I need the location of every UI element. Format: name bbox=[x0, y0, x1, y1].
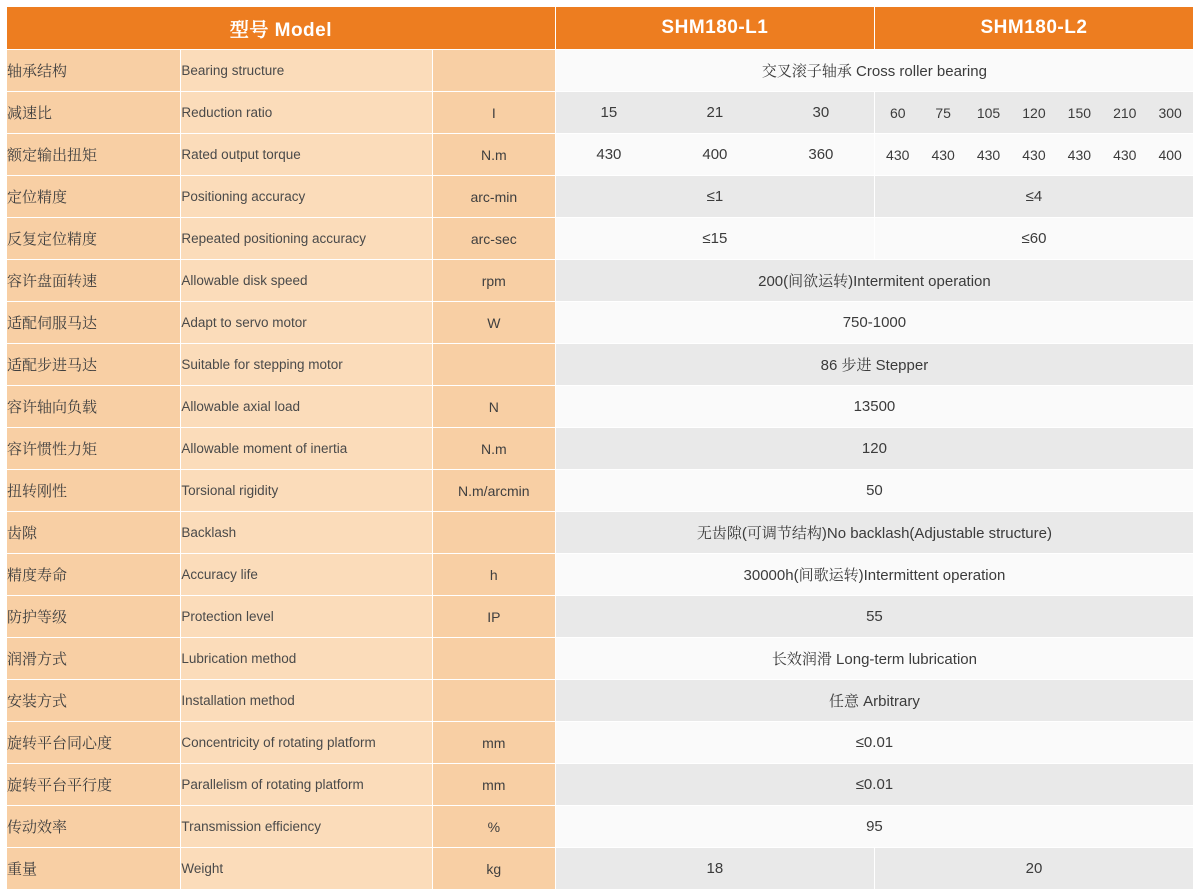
table-row bbox=[7, 50, 1194, 92]
row-value-l2-item: 430 bbox=[886, 146, 910, 163]
row-value-l1-item: 30 bbox=[812, 104, 830, 121]
row-value-shared: 200(间欲运转)Intermitent operation bbox=[555, 260, 1193, 302]
row-value-l1 bbox=[555, 92, 874, 134]
row-value-shared: ≤0.01 bbox=[555, 764, 1193, 806]
row-value-shared: 55 bbox=[555, 596, 1193, 638]
row-value-l2-item: 400 bbox=[1158, 146, 1182, 163]
row-value-l1-item: 430 bbox=[596, 146, 622, 163]
row-unit: % bbox=[432, 806, 555, 848]
table-row bbox=[7, 806, 1194, 848]
row-value-l2-list bbox=[875, 105, 1193, 121]
table-body bbox=[7, 50, 1194, 890]
row-value-shared: 交叉滚子轴承 Cross roller bearing bbox=[555, 50, 1193, 92]
row-label-cn: 润滑方式 bbox=[7, 638, 181, 680]
row-value-shared: 30000h(间歌运转)Intermittent operation bbox=[555, 554, 1193, 596]
row-unit: rpm bbox=[432, 260, 555, 302]
row-value-l2-item: 75 bbox=[935, 104, 951, 121]
row-value-l2-list bbox=[875, 147, 1193, 163]
row-value-l2-item: 210 bbox=[1113, 104, 1137, 121]
row-label-cn: 安装方式 bbox=[7, 680, 181, 722]
row-value-l2: ≤4 bbox=[874, 176, 1193, 218]
row-value-l2-item: 60 bbox=[889, 104, 906, 121]
row-label-en: Weight bbox=[181, 848, 432, 890]
row-label-en: Installation method bbox=[181, 680, 432, 722]
row-value-shared: 无齿隙(可调节结构)No backlash(Adjustable structure) bbox=[555, 512, 1193, 554]
row-unit: kg bbox=[432, 848, 555, 890]
table-row bbox=[7, 848, 1194, 890]
row-label-en: Reduction ratio bbox=[181, 92, 432, 134]
table-row bbox=[7, 512, 1194, 554]
row-label-en: Lubrication method bbox=[181, 638, 432, 680]
row-label-en: Suitable for stepping motor bbox=[181, 344, 432, 386]
table-row bbox=[7, 428, 1194, 470]
row-value-l2: ≤60 bbox=[874, 218, 1193, 260]
row-label-en: Positioning accuracy bbox=[181, 176, 432, 218]
row-label-en: Allowable moment of inertia bbox=[181, 428, 432, 470]
row-label-cn: 旋转平台同心度 bbox=[7, 722, 181, 764]
row-value-shared: ≤0.01 bbox=[555, 722, 1193, 764]
header-col-shm180-l2: SHM180-L2 bbox=[874, 7, 1193, 50]
table-row bbox=[7, 554, 1194, 596]
row-label-en: Adapt to servo motor bbox=[181, 302, 432, 344]
table-row bbox=[7, 722, 1194, 764]
table-row bbox=[7, 680, 1194, 722]
row-label-cn: 重量 bbox=[7, 848, 181, 890]
row-label-en: Repeated positioning accuracy bbox=[181, 218, 432, 260]
row-label-cn: 容许惯性力矩 bbox=[7, 428, 181, 470]
row-value-shared: 95 bbox=[555, 806, 1193, 848]
row-label-cn: 齿隙 bbox=[7, 512, 181, 554]
row-unit: N.m bbox=[432, 428, 555, 470]
table-row bbox=[7, 218, 1194, 260]
row-value-shared: 86 步进 Stepper bbox=[555, 344, 1193, 386]
row-label-cn: 传动效率 bbox=[7, 806, 181, 848]
row-unit: N.m bbox=[432, 134, 555, 176]
row-value-l2 bbox=[874, 92, 1193, 134]
row-label-cn: 减速比 bbox=[7, 92, 181, 134]
row-label-en: Transmission efficiency bbox=[181, 806, 432, 848]
specification-table bbox=[6, 6, 1194, 890]
row-label-en: Allowable axial load bbox=[181, 386, 432, 428]
row-value-l1: ≤1 bbox=[555, 176, 874, 218]
row-unit: arc-sec bbox=[432, 218, 555, 260]
row-value-l1-item: 400 bbox=[702, 146, 728, 163]
row-label-cn: 扭转刚性 bbox=[7, 470, 181, 512]
row-label-en: Rated output torque bbox=[181, 134, 432, 176]
row-value-shared: 13500 bbox=[555, 386, 1193, 428]
row-label-cn: 防护等级 bbox=[7, 596, 181, 638]
row-value-l2-item: 430 bbox=[976, 146, 1001, 163]
row-label-cn: 容许盘面转速 bbox=[7, 260, 181, 302]
row-value-l2-item: 430 bbox=[931, 146, 955, 163]
row-label-en: Concentricity of rotating platform bbox=[181, 722, 432, 764]
table-row bbox=[7, 470, 1194, 512]
row-unit bbox=[432, 344, 555, 386]
row-value-l1 bbox=[555, 134, 874, 176]
row-label-en: Parallelism of rotating platform bbox=[181, 764, 432, 806]
row-value-shared: 任意 Arbitrary bbox=[555, 680, 1193, 722]
row-unit bbox=[432, 638, 555, 680]
row-value-l1-item: 360 bbox=[808, 146, 834, 163]
row-label-cn: 轴承结构 bbox=[7, 50, 181, 92]
table-row bbox=[7, 764, 1194, 806]
row-label-en: Protection level bbox=[181, 596, 432, 638]
row-unit bbox=[432, 512, 555, 554]
row-value-l2-item: 430 bbox=[1022, 146, 1046, 163]
row-label-cn: 旋转平台平行度 bbox=[7, 764, 181, 806]
row-value-l2 bbox=[874, 134, 1193, 176]
row-unit bbox=[432, 50, 555, 92]
row-value-l2-item: 430 bbox=[1113, 146, 1137, 163]
table-header-row bbox=[7, 7, 1194, 50]
row-label-cn: 额定输出扭矩 bbox=[7, 134, 181, 176]
row-unit bbox=[432, 680, 555, 722]
row-unit: N bbox=[432, 386, 555, 428]
row-label-cn: 适配步进马达 bbox=[7, 344, 181, 386]
row-value-l2-item: 105 bbox=[976, 104, 1001, 121]
row-value-l2-item: 300 bbox=[1158, 104, 1182, 121]
row-value-l1: ≤15 bbox=[555, 218, 874, 260]
table-row bbox=[7, 260, 1194, 302]
table-row bbox=[7, 596, 1194, 638]
header-col-shm180-l1: SHM180-L1 bbox=[555, 7, 874, 50]
row-value-shared: 750-1000 bbox=[555, 302, 1193, 344]
row-unit: I bbox=[432, 92, 555, 134]
row-unit: W bbox=[432, 302, 555, 344]
row-unit: mm bbox=[432, 722, 555, 764]
row-value-l1-list bbox=[556, 104, 874, 121]
table-row bbox=[7, 386, 1194, 428]
row-label-en: Bearing structure bbox=[181, 50, 432, 92]
row-value-l2-item: 150 bbox=[1067, 104, 1092, 121]
row-value-l2: 20 bbox=[874, 848, 1193, 890]
row-label-cn: 反复定位精度 bbox=[7, 218, 181, 260]
row-unit: mm bbox=[432, 764, 555, 806]
row-label-en: Torsional rigidity bbox=[181, 470, 432, 512]
row-label-cn: 容许轴向负载 bbox=[7, 386, 181, 428]
row-unit: IP bbox=[432, 596, 555, 638]
row-label-cn: 精度寿命 bbox=[7, 554, 181, 596]
row-value-l1-item: 21 bbox=[706, 104, 724, 121]
table-row bbox=[7, 344, 1194, 386]
row-value-shared: 长效润滑 Long-term lubrication bbox=[555, 638, 1193, 680]
row-unit: h bbox=[432, 554, 555, 596]
header-model-label: 型号 Model bbox=[7, 7, 556, 50]
row-value-l2-item: 430 bbox=[1067, 146, 1092, 163]
row-label-cn: 定位精度 bbox=[7, 176, 181, 218]
row-value-l1-item: 15 bbox=[600, 104, 618, 121]
row-value-l1: 18 bbox=[555, 848, 874, 890]
row-value-shared: 120 bbox=[555, 428, 1193, 470]
row-unit: N.m/arcmin bbox=[432, 470, 555, 512]
row-label-en: Allowable disk speed bbox=[181, 260, 432, 302]
row-label-en: Accuracy life bbox=[181, 554, 432, 596]
table-row bbox=[7, 638, 1194, 680]
row-value-shared: 50 bbox=[555, 470, 1193, 512]
row-value-l1-list bbox=[556, 146, 874, 163]
table-row bbox=[7, 176, 1194, 218]
row-label-en: Backlash bbox=[181, 512, 432, 554]
row-value-l2-item: 120 bbox=[1022, 104, 1046, 121]
table-row bbox=[7, 92, 1194, 134]
row-label-cn: 适配伺服马达 bbox=[7, 302, 181, 344]
table-row bbox=[7, 134, 1194, 176]
table-row bbox=[7, 302, 1194, 344]
row-unit: arc-min bbox=[432, 176, 555, 218]
